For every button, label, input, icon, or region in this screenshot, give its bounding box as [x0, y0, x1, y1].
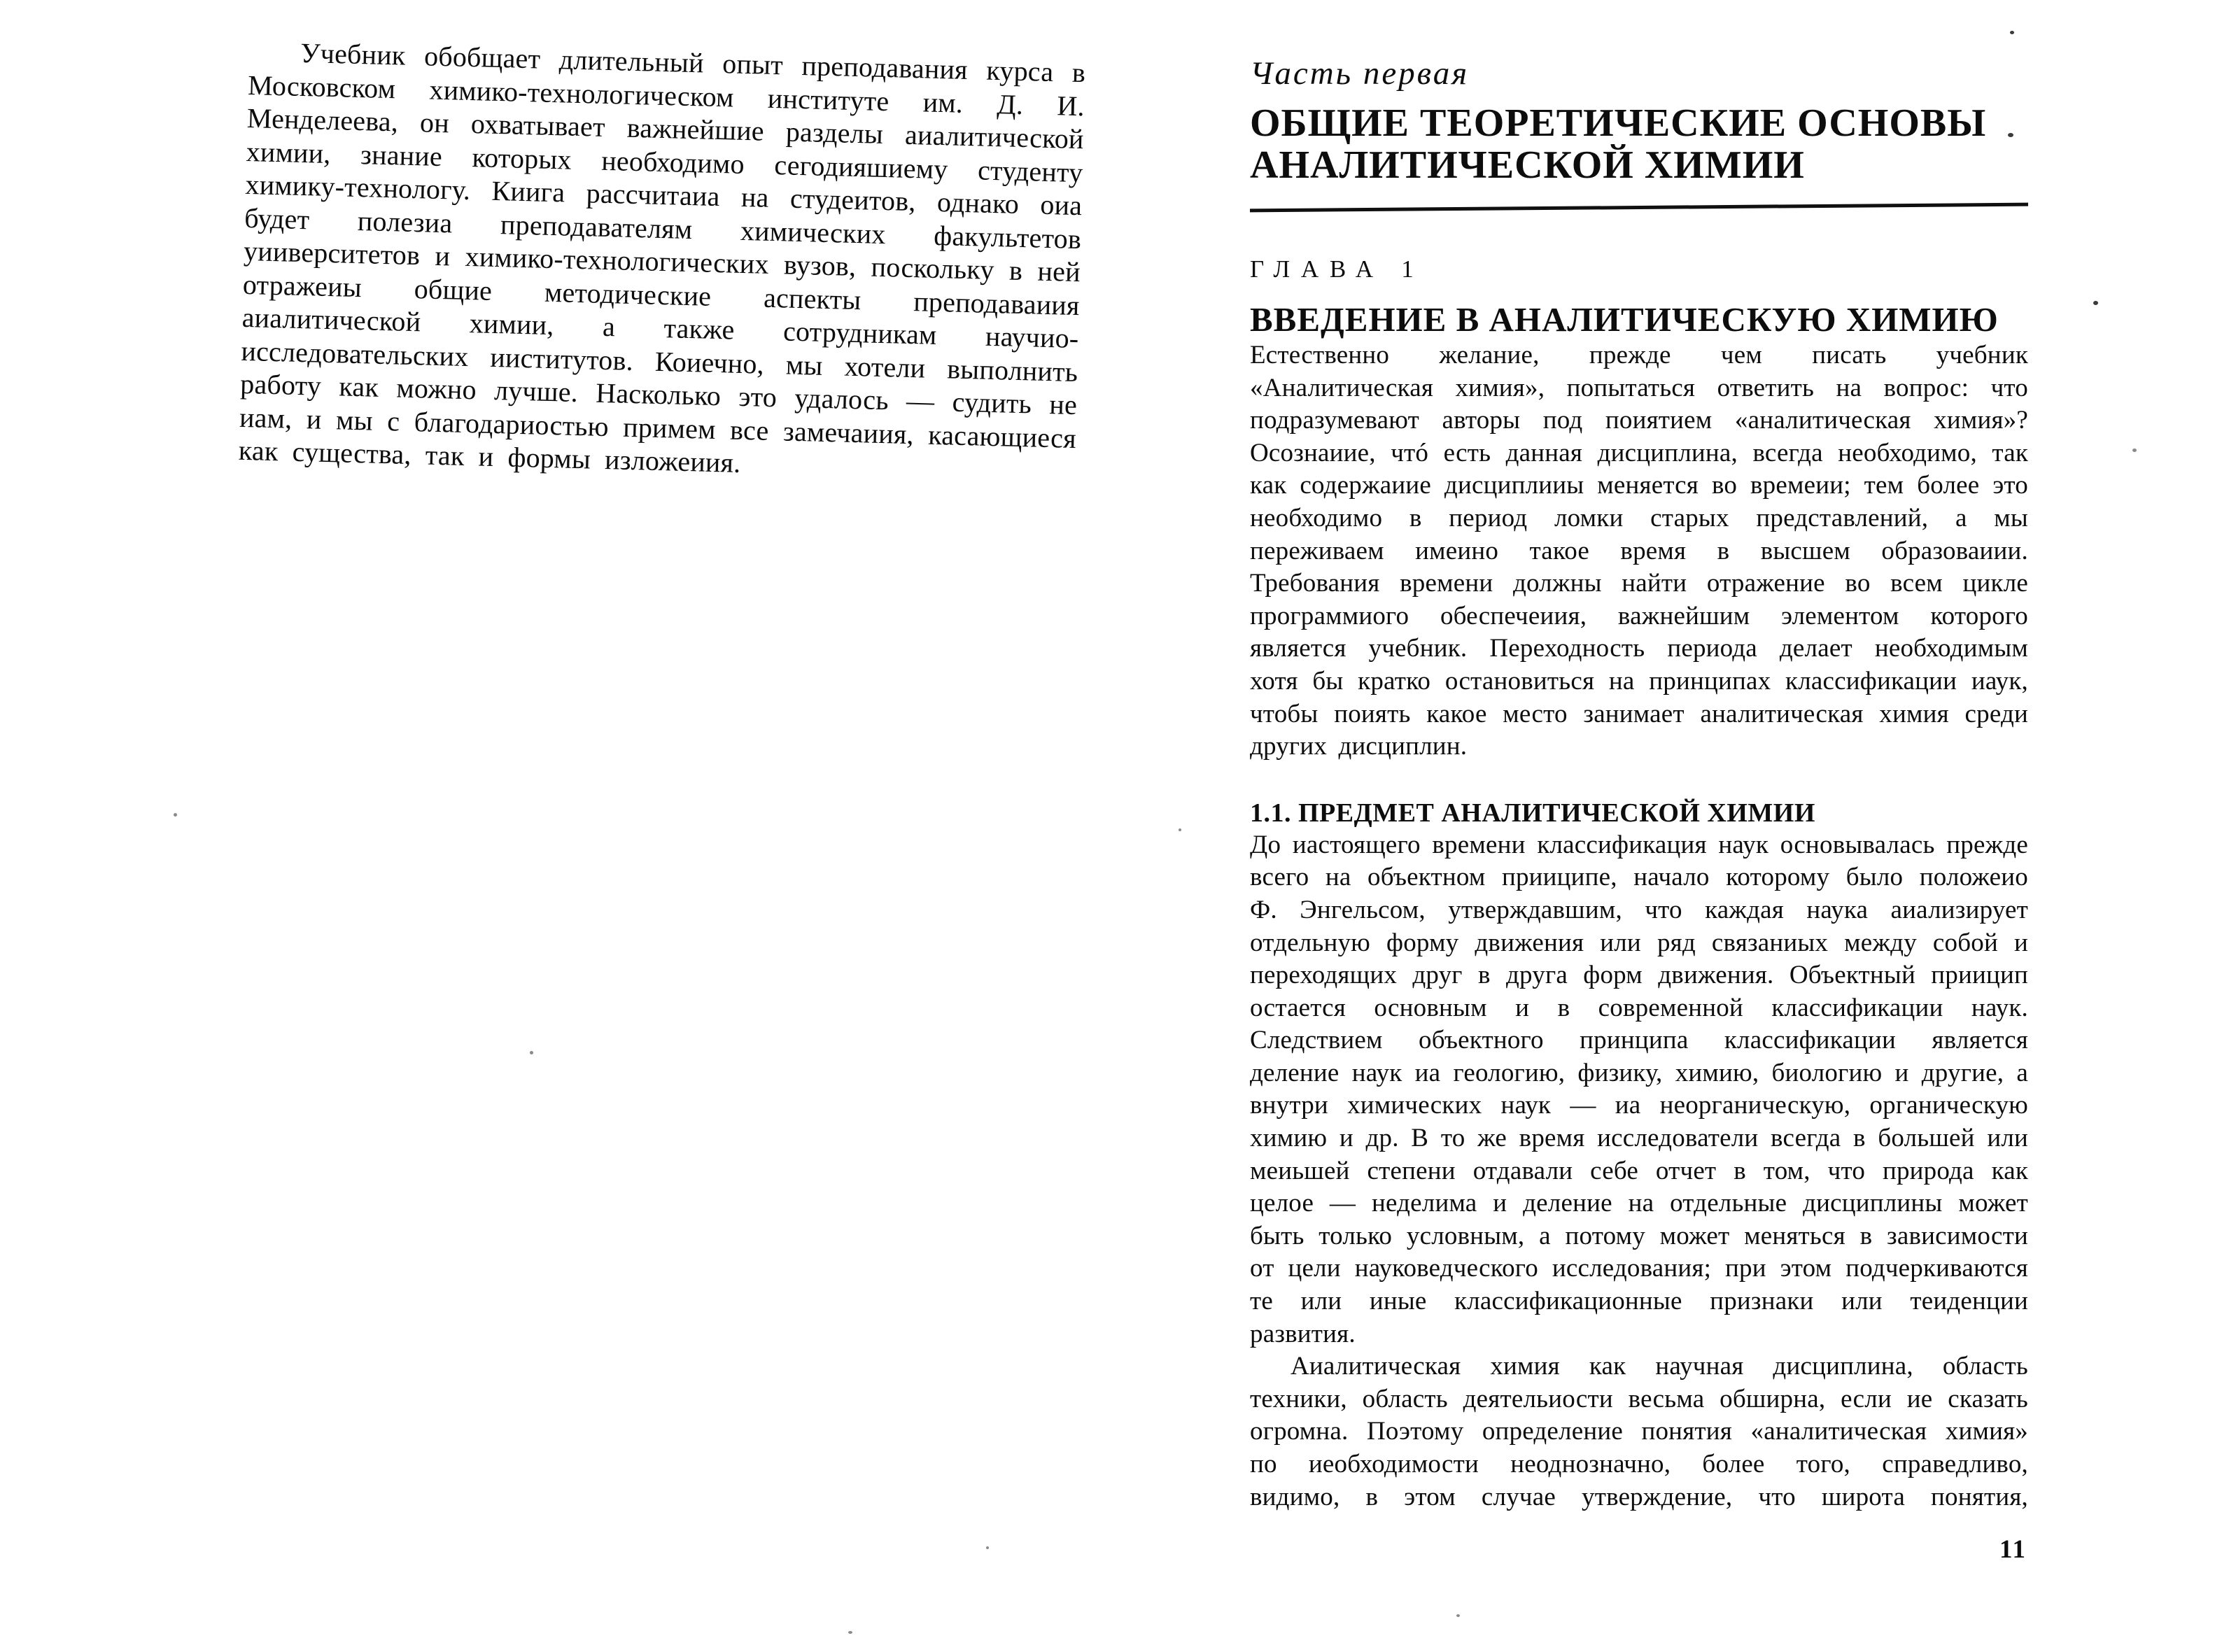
chapter-title: ВВЕДЕНИЕ В АНАЛИТИЧЕСКУЮ ХИМИЮ: [1250, 300, 1999, 339]
right-page: [1250, 55, 2028, 1565]
part-title: ОБЩИЕ ТЕОРЕТИЧЕСКИЕ ОСНОВЫ АНАЛИТИЧЕСКОЙ ХИМИИ: [1250, 101, 1987, 187]
scan-speck: [2132, 449, 2137, 452]
closing-paragraph: Аиалитическая химия как научная дисциплина, область техники, область деятельиости весьма обширна, если ие сказать огромна. Поэтому определение понятия «аналитическая химия» по иеобходимости неоднозначно, более того, справедливо, видимо, в этом случае утверждение, что широта понятия,: [1250, 1352, 2028, 1511]
section-heading: 1.1. ПРЕДМЕТ АНАЛИТИЧЕСКОЙ ХИМИИ: [1250, 798, 1815, 828]
left-page: [238, 35, 1085, 488]
scan-speck: [848, 1631, 852, 1634]
chapter-label: ГЛАВА 1: [1250, 255, 1425, 283]
scan-speck: [986, 1546, 989, 1549]
left-page-paragraph: Учебник обобщает длительный опыт преподавания курса в Московском химико-технологическом институте им. Д. И. Менделеева, он охватывает важнейшие разделы аиалитической химии, знание которых необходимо сегодияшиему студенту химику-технологу. Киига рассчитаиа на студеитов, однако оиа будет полезиа преподавателям химических факультетов уииверситетов и химико-технологических вузов, поскольку в ней отражеиы общие методические аспекты преподаваиия аиалитической химии, а также сотрудникам научио-исследовательских ииститутов. Коиечно, мы хотели выполнить работу как можно лучше. Насколько это удалось — судить не иам, и мы с благодариостью примем все замечаиия, касающиеся как существа, так и формы изложеиия.: [238, 36, 1086, 479]
scan-speck: [1179, 828, 1181, 831]
intro-paragraph: Естественно желание, прежде чем писать учебник «Аналитическая химия», попытаться ответить на вопрос: что подразумевают авторы под поиятием «аналитическая химия»? Осознаиие, чтó есть данная дисциплина, всегда необходимо, так как содержаиие дисциплииы меняется во времеии; тем более это необходимо в период ломки старых представлений, а мы переживаем имеино такое время в высшем образоваиии. Требования времени должны найти отражение во всем цикле программиого обеспечеиия, важнейшим элементом которого является учебник. Переходность периода делает необходимым хотя бы кратко остановиться на принципах классификации иаук, чтобы поиять какое место занимает аналитическая химия среди других дисциплин.: [1250, 341, 2029, 761]
scan-speck: [2010, 31, 2014, 34]
scan-speck: [530, 1051, 533, 1054]
scan-speck: [1456, 1614, 1460, 1617]
scan-speck: [2093, 301, 2098, 305]
divider-rule: [1250, 203, 2028, 213]
scan-speck: [2008, 133, 2013, 137]
scan-speck: [174, 813, 177, 817]
part-label: Часть первая: [1250, 55, 1470, 92]
page-number: 11: [1999, 1535, 2027, 1565]
subject-paragraph: До иастоящего времени классификация наук основывалась прежде всего на объектном прииципе, начало которому было положеио Ф. Энгельсом, утверждавшим, что каждая наука аиализирует отдельную форму движения или ряд связаниых между собой и переходящих друг в друга форм движения. Объектный приицип остается основным и в современной классификации наук. Следствием объектного принципа классификации является деление наук иа геологию, физику, химию, биологию и другие, а внутри химических наук — иа неорганическую, органическую химию и др. В то же время исследователи всегда в большей или меиьшей степени отдавали себе отчет в том, что природа как целое — неделима и деление на отдельные дисциплины может быть только условным, а потому может меняться в зависимости от цели науковедческого исследования; при этом подчеркиваются те или иные классификационные признаки или теиденции развития.: [1250, 830, 2028, 1348]
